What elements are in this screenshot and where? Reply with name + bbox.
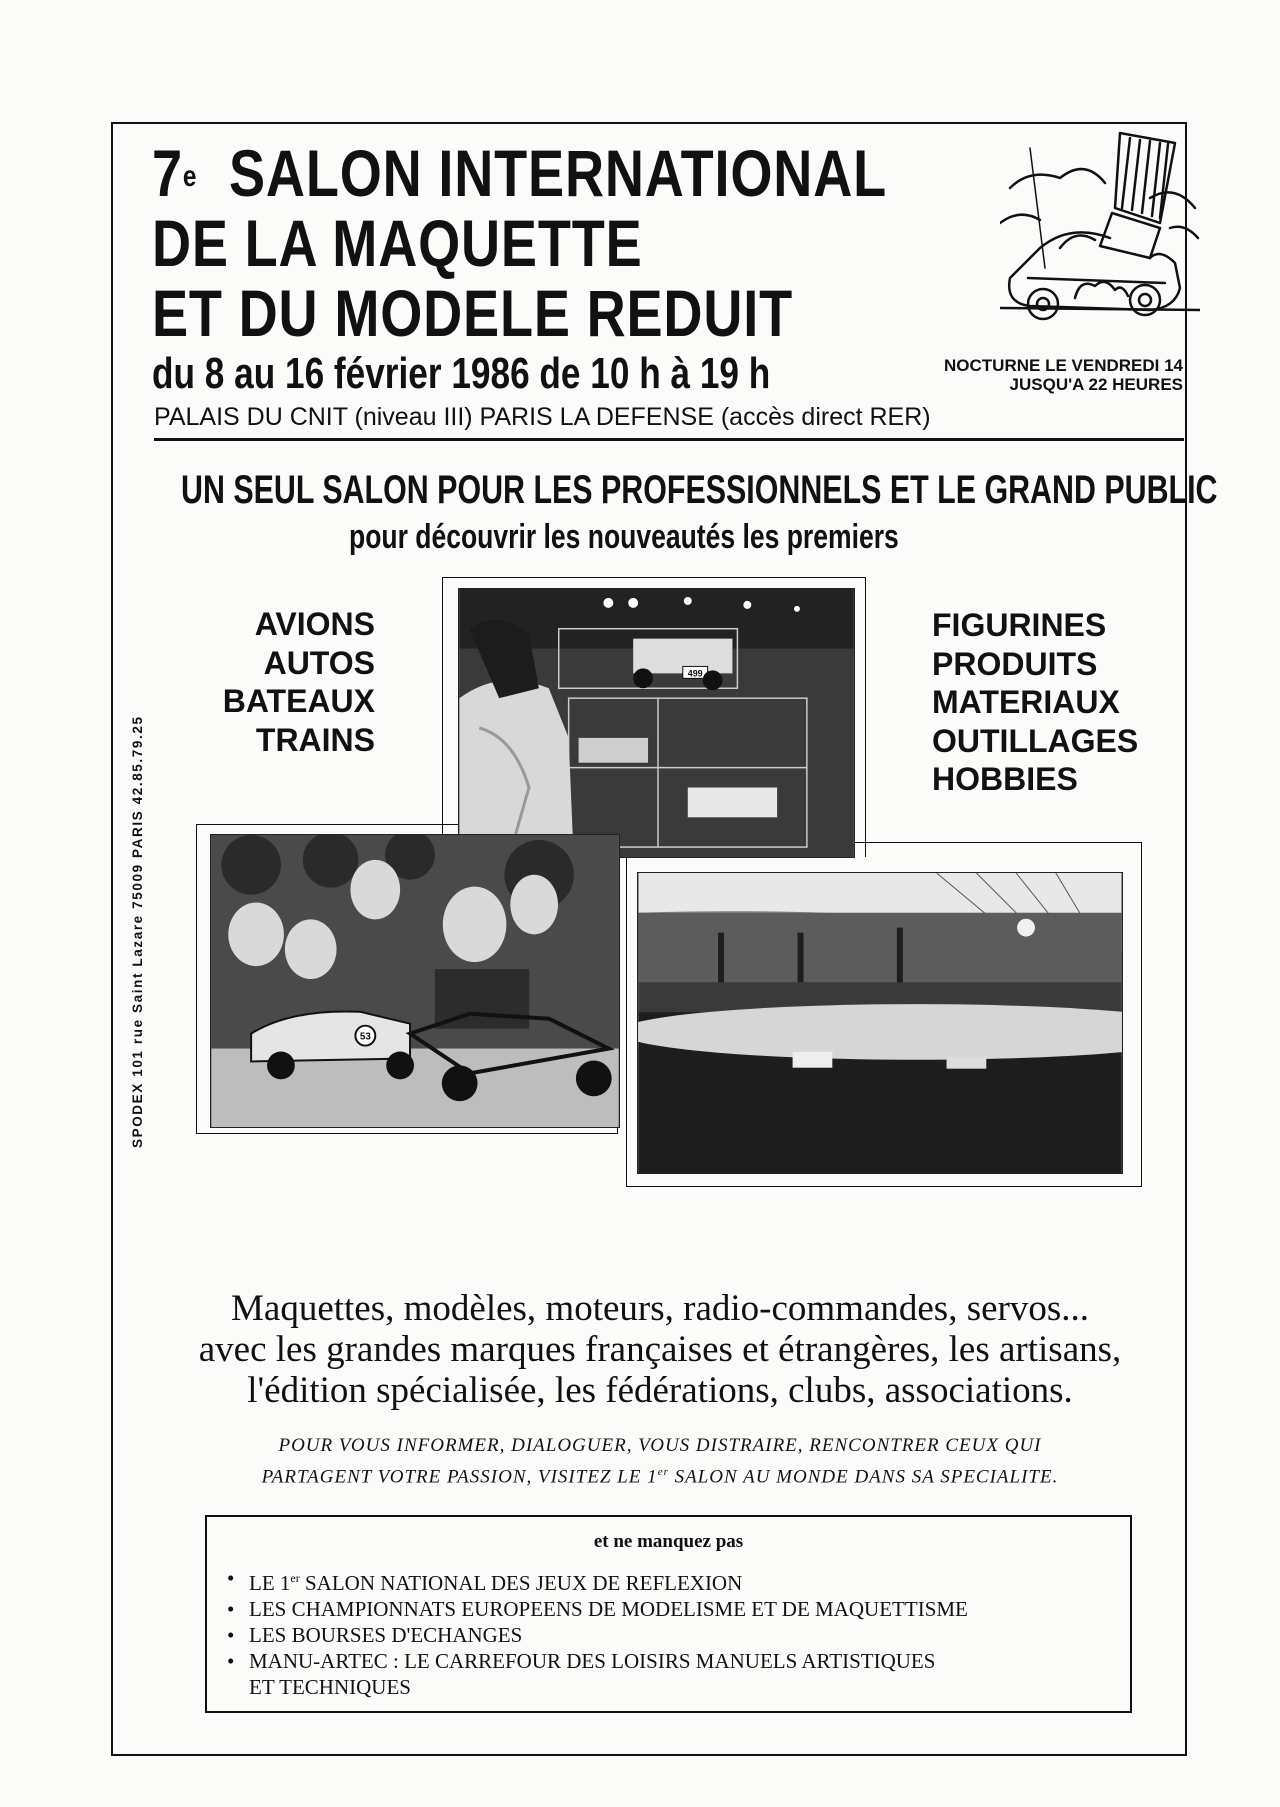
nocturne-notice bbox=[860, 356, 1183, 394]
title-line-1: 7e SALON INTERNATIONAL bbox=[152, 136, 887, 210]
invitation-line-1: POUR VOUS INFORMER, DIALOGUER, VOUS DISTRAIRE, RENCONTRER CEUX QUI bbox=[278, 1435, 1042, 1456]
car-number-53: 53 bbox=[359, 1031, 371, 1043]
list-item: • LE 1er SALON NATIONAL DES JEUX DE REFLEXION bbox=[221, 1565, 1130, 1596]
box-list bbox=[221, 1565, 1130, 1700]
list-item: • LES BOURSES D'ECHANGES bbox=[221, 1622, 1130, 1648]
venue-address: PALAIS DU CNIT (niveau III) PARIS LA DEFENSE (accès direct RER) bbox=[154, 403, 931, 431]
description bbox=[140, 1288, 1180, 1411]
box-title: et ne manquez pas bbox=[593, 1531, 744, 1552]
also-dont-miss-box bbox=[205, 1515, 1132, 1713]
category-produits: PRODUITS bbox=[932, 645, 1098, 682]
categories-right bbox=[932, 606, 1172, 799]
description-line-1: Maquettes, modèles, moteurs, radio-commandes, servos... bbox=[231, 1288, 1089, 1329]
nocturne-line-2: JUSQU'A 22 HEURES bbox=[1009, 375, 1183, 394]
category-bateaux: BATEAUX bbox=[222, 683, 375, 719]
car-number-499: 499 bbox=[687, 668, 703, 679]
photo-display-cases bbox=[458, 588, 855, 858]
photo-children-with-models bbox=[210, 834, 620, 1128]
categories-left bbox=[175, 605, 375, 759]
list-item: • MANU-ARTEC : LE CARREFOUR DES LOISIRS MANUELS ARTISTIQUES ET TECHNIQUES bbox=[221, 1648, 1130, 1700]
category-autos: AUTOS bbox=[263, 644, 375, 681]
category-avions: AVIONS bbox=[254, 606, 375, 642]
invitation-text bbox=[140, 1432, 1180, 1490]
header-divider bbox=[154, 438, 1184, 441]
category-hobbies: HOBBIES bbox=[932, 761, 1078, 797]
event-dates: du 8 au 16 février 1986 de 10 h à 19 h bbox=[152, 349, 771, 398]
printer-credit-vertical: SPODEX 101 rue Saint Lazare 75009 PARIS 42.85.79.25 bbox=[130, 715, 145, 1148]
category-figurines: FIGURINES bbox=[932, 607, 1107, 643]
description-line-2: avec les grandes marques françaises et étrangères, les artisans, bbox=[198, 1329, 1122, 1370]
tagline-headline: UN SEUL SALON POUR LES PROFESSIONNELS ET LE GRAND PUBLIC bbox=[181, 468, 1218, 512]
title-line-3: ET DU MODELE REDUIT bbox=[152, 276, 793, 350]
list-item: • LES CHAMPIONNATS EUROPEENS DE MODELISME ET DE MAQUETTISME bbox=[221, 1596, 1130, 1622]
category-trains: TRAINS bbox=[255, 721, 375, 758]
category-materiaux: MATERIAUX bbox=[932, 684, 1120, 720]
category-outillages: OUTILLAGES bbox=[932, 722, 1139, 759]
tagline-subhead: pour découvrir les nouveautés les premiers bbox=[349, 518, 899, 556]
title-line-2: DE LA MAQUETTE bbox=[152, 206, 643, 280]
rc-car-hand-illustration bbox=[1000, 128, 1200, 328]
photo-racing-track bbox=[637, 872, 1123, 1174]
description-line-3: l'édition spécialisée, les fédérations, clubs, associations. bbox=[247, 1370, 1073, 1411]
nocturne-line-1: NOCTURNE LE VENDREDI 14 bbox=[944, 356, 1183, 375]
invitation-line-2: PARTAGENT VOTRE PASSION, VISITEZ LE 1er SALON AU MONDE DANS SA SPECIALITE. bbox=[261, 1466, 1059, 1488]
